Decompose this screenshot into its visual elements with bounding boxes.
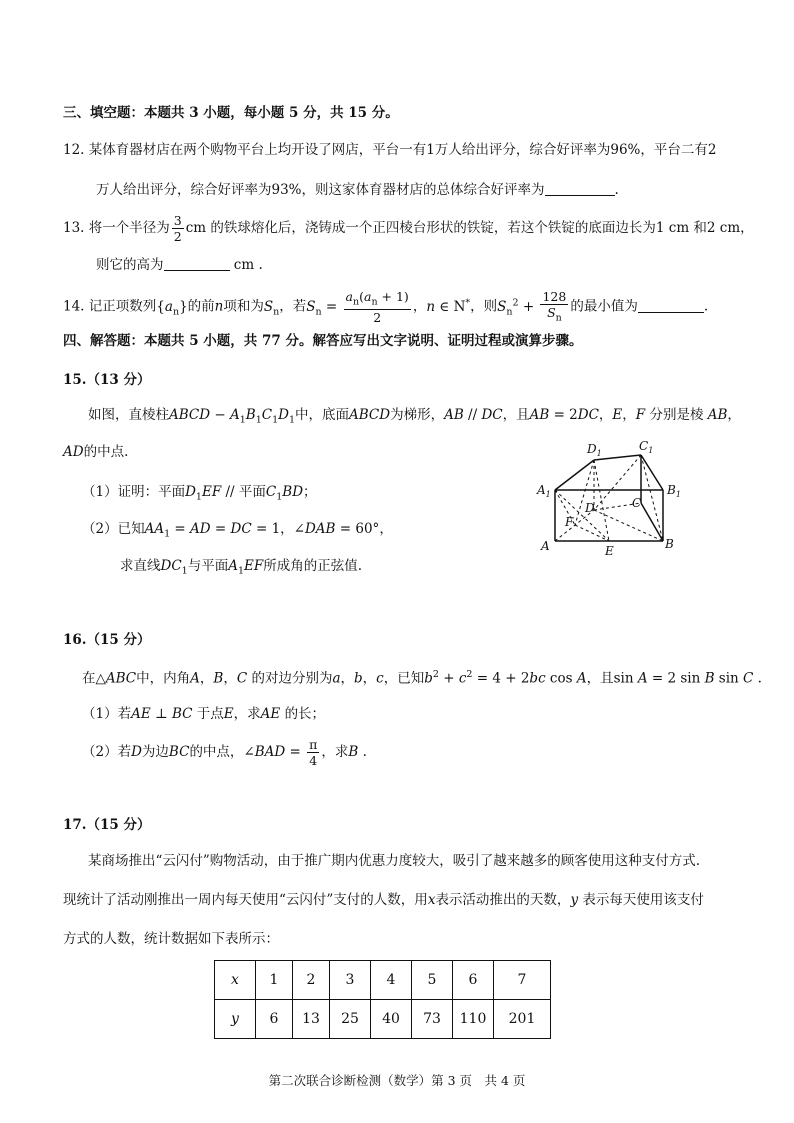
segment-d1-f [575, 460, 594, 525]
answer-blank-12[interactable] [545, 181, 615, 196]
question-12-number: 12. [63, 142, 85, 158]
prism-figure [535, 440, 695, 565]
table-row-x [215, 961, 551, 1000]
q17-line2-b: 表示活动推出的天数， [435, 892, 571, 908]
q15-p1-b: 平面 [238, 484, 266, 500]
table-header-x: x [215, 961, 256, 1000]
question-14-line: 14. 记正项数列$\{a_n\}$的前n项和为$S_n$，若$S_n$ = $\frac{a_n(a_n + 1)}{2}$ ，n ∈ N*，则$S_n^2$ + $\frac{128}{S_n}$ 的最小值为 . [63, 288, 709, 326]
q16-intro-b: 中，内角 [136, 670, 191, 687]
label-d: D [585, 501, 595, 515]
table-cell: 7 [494, 961, 551, 1000]
sum-sn: $S_n$ [263, 298, 280, 318]
table-cell: 5 [412, 961, 453, 1000]
q15-intro-f: 分别是棱 [649, 407, 704, 423]
angle-fraction-denominator: 4 [309, 753, 318, 768]
question-14-number: 14. [63, 298, 85, 315]
table-cell: 1 [256, 961, 293, 1000]
q16-p1-c: ，求 [233, 706, 261, 722]
table-cell: 2 [293, 961, 330, 1000]
question-13-unit: cm . [233, 257, 263, 273]
question-14-text-b: 的前 [187, 298, 215, 315]
question-12-end: . [614, 182, 619, 198]
q17-line2-a: 现统计了活动刚推出一周内每天使用“云闪付”支付的人数，用 [63, 892, 428, 908]
objective-expression: $S_n^2$ + $\frac{128}{S_n}$ [497, 288, 567, 324]
question-14-text-f: ，则 [470, 298, 498, 315]
question-16-part-1: （1）若AE ⊥ BC 于点E，求AE 的长； [82, 706, 326, 722]
question-14-text-g: 的最小值为 [570, 298, 638, 315]
q16-p2-b: 为边 [141, 744, 169, 760]
section-3-header: 三、填空题：本题共 3 小题，每小题 5 分，共 15 分。 [63, 105, 399, 121]
q16-p2-a: （2）若 [82, 744, 132, 760]
label-c: C [632, 496, 642, 510]
section-4-header: 四、解答题：本题共 5 小题，共 77 分。解答应写出文字说明、证明过程或演算步骤。 [63, 333, 583, 349]
q15-p2-a: （2）已知 [82, 521, 145, 537]
table-cell: 6 [256, 1000, 293, 1039]
table-header-y: y [215, 1000, 256, 1039]
q15-intro-b: 中，底面 [295, 407, 350, 423]
q15-p3-c: 所成角的正弦值. [263, 558, 363, 574]
table-cell: 13 [293, 1000, 330, 1039]
q16-p1-a: （1）若 [82, 706, 132, 722]
q16-intro-a: 在△ [82, 670, 106, 687]
q15-p3-a: 求直线 [120, 558, 161, 574]
radius-fraction [172, 213, 184, 244]
question-15-part-1: （1）证明：平面$D_1EF$ // 平面$C_1BD$； [82, 484, 317, 503]
label-f: F [565, 515, 574, 529]
q15-p1-a: （1）证明：平面 [82, 484, 186, 500]
question-13-text-a: 将一个半径为 [88, 220, 170, 236]
question-12-text-2: 万人给出评分，综合好评率为93%，则这家体育器材店的总体综合好评率为 [96, 182, 545, 198]
question-14-end: . [703, 298, 709, 315]
q17-line2-c: 表示每天使用该支付 [582, 892, 704, 908]
table-cell: 73 [412, 1000, 453, 1039]
q15-intro-e: ， [598, 407, 613, 423]
q16-p1-d: 的长； [284, 706, 326, 722]
question-12-line-2 [96, 180, 619, 200]
q16-p2-d: ，求 [321, 744, 349, 760]
question-13-text-b: cm 的铁球熔化后，浇铸成一个正四棱台形状的铁锭，若这个铁锭的底面边长为1 cm 和2 cm， [185, 220, 754, 236]
question-13-line-2 [96, 255, 263, 275]
table-cell: 201 [494, 1000, 551, 1039]
q15-p2-c: ， [379, 521, 393, 537]
angle-fraction [307, 737, 319, 768]
table-cell: 25 [330, 1000, 371, 1039]
q15-intro-g: 的中点. [83, 444, 129, 460]
question-16-intro: 在△ABC中，内角A，B，C 的对边分别为a，b，c，已知$b^2 + c^2 = 4 + 2bc$ cos A，且sin A = 2 sin B sin C . [82, 669, 762, 687]
n-condition: n ∈ N* [426, 297, 471, 315]
table-cell: 110 [453, 1000, 494, 1039]
question-17-line-1: 某商场推出“云闪付”购物活动，由于推广期内优惠力度较大，吸引了越来越多的顾客使用这种支付方式. [88, 853, 701, 869]
q15-p1-c: ； [303, 484, 317, 500]
q15-p3-b: 与平面 [187, 558, 229, 574]
data-table [214, 960, 551, 1039]
table-cell: 6 [453, 961, 494, 1000]
question-13-line-1 [63, 211, 754, 245]
question-13-number: 13. [63, 220, 85, 236]
table-cell: 3 [330, 961, 371, 1000]
q16-intro-d: ，已知 [383, 670, 425, 687]
edge-a1-d1 [555, 460, 594, 490]
question-14-text-e: ， [412, 298, 427, 315]
question-14-text-d: ，若 [279, 298, 307, 315]
question-12-line-1 [63, 140, 716, 160]
segment-c1-b [641, 455, 663, 541]
angle-fraction-numerator: π [309, 737, 318, 752]
label-e: E [605, 544, 614, 558]
question-14-text-c: 项和为 [223, 298, 264, 315]
q15-intro-a: 如图，直棱柱 [88, 407, 169, 423]
edge-c-b [641, 503, 663, 541]
segment-f-e [575, 525, 609, 541]
sequence-an: $\{a_n\}$ [156, 298, 188, 318]
table-cell: 4 [371, 961, 412, 1000]
q16-p1-b: 于点 [196, 706, 224, 722]
answer-blank-14[interactable] [638, 298, 704, 313]
label-b: B [665, 537, 674, 551]
answer-blank-13[interactable] [164, 256, 230, 271]
question-17-title: 17.（15 分） [63, 817, 151, 833]
edge-c1-b1 [641, 455, 663, 490]
label-d1: $D_1$ [587, 442, 602, 458]
question-15-title: 15.（13 分） [63, 372, 151, 388]
label-c1: $C_1$ [639, 440, 654, 455]
label-b1: $B_1$ [667, 483, 681, 499]
question-15-intro: 如图，直棱柱ABCD − $A_1B_1C_1D_1$中，底面ABCD为梯形，AB // DC，且AB = 2DC，E，F 分别是棱 AB， [88, 407, 741, 426]
q15-intro-d: ，且 [502, 407, 530, 423]
question-15-part-2-line-2: 求直线$DC_1$与平面$A_1EF$所成角的正弦值. [120, 558, 363, 577]
question-12-text-1: 某体育器材店在两个购物平台上均开设了网店，平台一有1万人给出评分，综合好评率为96%，平台二有2 [88, 142, 717, 158]
q16-intro-c: 的对边分别为 [251, 670, 333, 687]
radius-fraction-numerator: 3 [173, 213, 182, 228]
question-16-part-2: （2）若D为边BC的中点，∠BAD = $\frac{\pi}{4}$ ，求B . [82, 737, 367, 768]
q15-p2-b: ， [280, 521, 294, 537]
objective-fraction-numerator: 128 [542, 288, 567, 304]
table-row-y [215, 1000, 551, 1039]
sn-formula: $S_n$ = $\frac{a_n(a_n + 1)}{2}$ [306, 288, 409, 326]
table-cell: 40 [371, 1000, 412, 1039]
q16-intro-e: ，且 [586, 670, 614, 687]
question-14-text-a: 记正项数列 [88, 298, 157, 315]
page-footer: 第二次联合诊断检测（数学）第 3 页 共 4 页 [268, 1073, 526, 1088]
q16-p2-c: 的中点， [189, 744, 244, 760]
radius-fraction-denominator: 2 [173, 229, 182, 244]
label-a1: $A_1$ [537, 483, 551, 499]
question-15-part-2: （2）已知$AA_1$ = AD = DC = 1，∠DAB = 60°， [82, 521, 393, 540]
question-17-line-2: 现统计了活动刚推出一周内每天使用“云闪付”支付的人数，用x表示活动推出的天数，y 表示每天使用该支付 [63, 892, 704, 908]
question-13-text-c: 则它的高为 [96, 257, 164, 273]
label-a: A [541, 539, 550, 553]
q15-intro-c: 为梯形， [390, 407, 445, 423]
question-17-line-3: 方式的人数，统计数据如下表所示： [63, 931, 279, 947]
question-15-intro-line-2: AD的中点. [63, 444, 129, 460]
question-16-title: 16.（15 分） [63, 632, 151, 648]
